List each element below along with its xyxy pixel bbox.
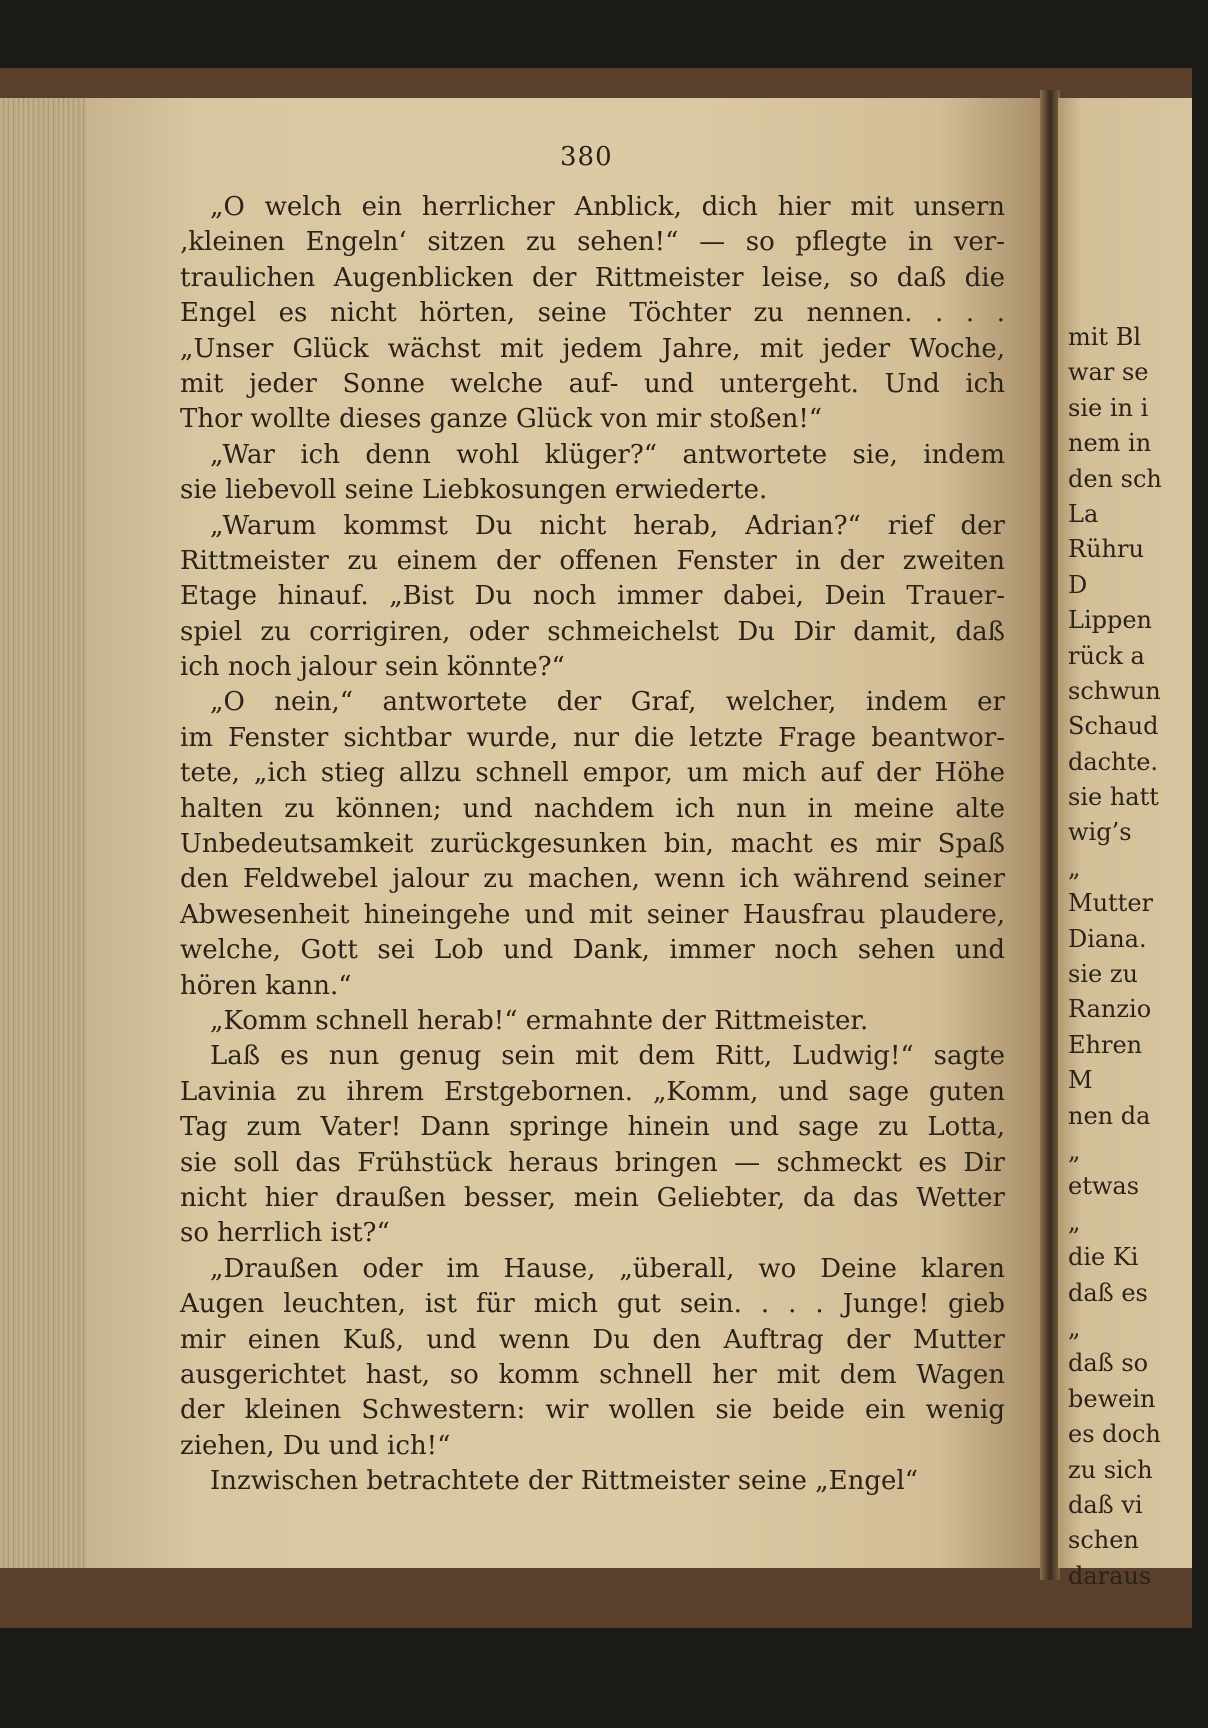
text-line: sie hatt — [1068, 783, 1159, 812]
text-line: daraus — [1068, 1561, 1152, 1590]
text-line: Mutter — [1068, 889, 1153, 918]
text-line: sie soll das Frühstück heraus bringen — schmeckt es Dir — [180, 1147, 1005, 1178]
text-line: Lavinia zu ihrem Erstgebornen. „Komm, und sage guten — [180, 1076, 1005, 1107]
text-line: wig’s — [1068, 818, 1132, 847]
text-line: Ehren — [1068, 1030, 1143, 1059]
text-line: schwun — [1068, 676, 1161, 705]
text-line: Rühru — [1068, 535, 1144, 564]
text-line: mit jeder Sonne welche auf- und untergeht. Und ich — [180, 368, 1005, 399]
page-number: 380 — [560, 142, 613, 172]
page-edges — [0, 98, 92, 1568]
text-line: den Feldwebel jalour zu machen, wenn ich während seiner — [180, 864, 1005, 895]
text-line: „Draußen oder im Hause, „überall, wo Deine klaren — [210, 1253, 1005, 1284]
text-line: „Komm schnell herab!“ ermahnte der Rittmeister. — [210, 1005, 869, 1036]
text-line: mir einen Kuß, und wenn Du den Auftrag der Mutter — [180, 1324, 1005, 1355]
text-line: M — [1068, 1066, 1093, 1095]
text-line: nem in — [1068, 429, 1152, 458]
text-line: mit Bl — [1068, 323, 1142, 351]
left-page-text — [180, 190, 1005, 1499]
text-line: der kleinen Schwestern: wir wollen sie beide ein wenig — [180, 1395, 1005, 1426]
text-line: „Unser Glück wächst mit jedem Jahre, mit jeder Woche, — [180, 333, 1005, 364]
text-line: etwas — [1068, 1172, 1140, 1201]
text-line: den sch — [1068, 464, 1162, 493]
text-line: rück a — [1068, 641, 1145, 670]
text-line: zu sich — [1068, 1455, 1153, 1484]
text-line: Schaud — [1068, 712, 1159, 741]
text-line: Engel es nicht hörten, seine Töchter zu nennen. . . . — [180, 298, 1005, 329]
right-page — [1058, 98, 1192, 1590]
text-line: dachte. — [1068, 747, 1159, 776]
text-line: „O nein,“ antwortete der Graf, welcher, indem er — [210, 687, 1005, 718]
text-line: Lippen — [1068, 606, 1152, 635]
text-line: Rittmeister zu einem der offenen Fenster in der zweiten — [180, 545, 1005, 576]
text-line: sie in i — [1068, 393, 1149, 422]
text-line: Ranzio — [1068, 995, 1152, 1024]
text-line: Diana. — [1068, 924, 1147, 953]
text-line: nen da — [1068, 1101, 1151, 1130]
text-line: daß vi — [1068, 1490, 1143, 1519]
text-line: hören kann.“ — [180, 970, 352, 1001]
text-line: ausgerichtet hast, so komm schnell her mit dem Wagen — [180, 1359, 1005, 1390]
text-line: „O welch ein herrlicher Anblick, dich hier mit unsern — [210, 192, 1005, 222]
text-line: ich noch jalour sein könnte?“ — [180, 652, 565, 683]
book-gutter — [1040, 90, 1060, 1580]
text-line: Abwesenheit hineingehe und mit seiner Hausfrau plaudere, — [180, 899, 1005, 930]
text-line: „ — [1068, 1136, 1081, 1165]
text-line: war se — [1068, 358, 1149, 387]
text-line: schen — [1068, 1526, 1139, 1555]
text-line: sie liebevoll seine Liebkosungen erwiederte. — [180, 475, 768, 506]
text-line: daß so — [1068, 1349, 1149, 1378]
text-line: „ — [1068, 1313, 1081, 1342]
text-line: „Warum kommst Du nicht herab, Adrian?“ rief der — [210, 510, 1005, 541]
text-line: tete, „ich stieg allzu schnell empor, um mich auf der Höhe — [180, 758, 1005, 789]
text-line: Unbedeutsamkeit zurückgesunken bin, macht es mir Spaß — [180, 829, 1005, 860]
text-line: halten zu können; und nachdem ich nun in meine alte — [180, 793, 1005, 824]
text-line: Thor wollte dieses ganze Glück von mir stoßen!“ — [180, 404, 823, 435]
text-line: Etage hinauf. „Bist Du noch immer dabei, Dein Trauer- — [180, 581, 1005, 612]
text-line: es doch — [1068, 1420, 1161, 1449]
text-line: im Fenster sichtbar wurde, nur die letzte Frage beantwor- — [180, 722, 1005, 753]
text-line: „War ich denn wohl klüger?“ antwortete sie, indem — [210, 439, 1005, 470]
text-line: „ — [1068, 1207, 1081, 1236]
text-line: spiel zu corrigiren, oder schmeichelst Du Dir damit, daß — [180, 616, 1005, 647]
text-line: Tag zum Vater! Dann springe hinein und sage zu Lotta, — [180, 1112, 1005, 1143]
text-line: sie zu — [1068, 960, 1138, 989]
text-line: ziehen, Du und ich!“ — [180, 1430, 451, 1461]
text-line: ‚kleinen Engeln‘ sitzen zu sehen!“ — so pflegte in ver- — [180, 227, 1005, 258]
right-page-text — [1068, 320, 1208, 1594]
text-line: die Ki — [1068, 1243, 1139, 1272]
text-line: La — [1068, 499, 1099, 528]
text-line: welche, Gott sei Lob und Dank, immer noch sehen und — [180, 935, 1005, 966]
text-line: nicht hier draußen besser, mein Geliebter, da das Wetter — [180, 1182, 1005, 1213]
text-line: Laß es nun genug sein mit dem Ritt, Ludwig!“ sagte — [210, 1041, 1005, 1072]
text-line: daß es — [1068, 1278, 1148, 1307]
text-line: Inzwischen betrachtete der Rittmeister seine „Engel“ — [210, 1466, 918, 1497]
text-line: so herrlich ist?“ — [180, 1218, 390, 1249]
text-line: D — [1068, 570, 1088, 599]
text-line: bewein — [1068, 1384, 1156, 1413]
text-line: traulichen Augenblicken der Rittmeister leise, so daß die — [180, 262, 1005, 293]
text-line: „ — [1068, 853, 1081, 882]
text-line: Augen leuchten, ist für mich gut sein. . . . Junge! gieb — [180, 1289, 1005, 1320]
